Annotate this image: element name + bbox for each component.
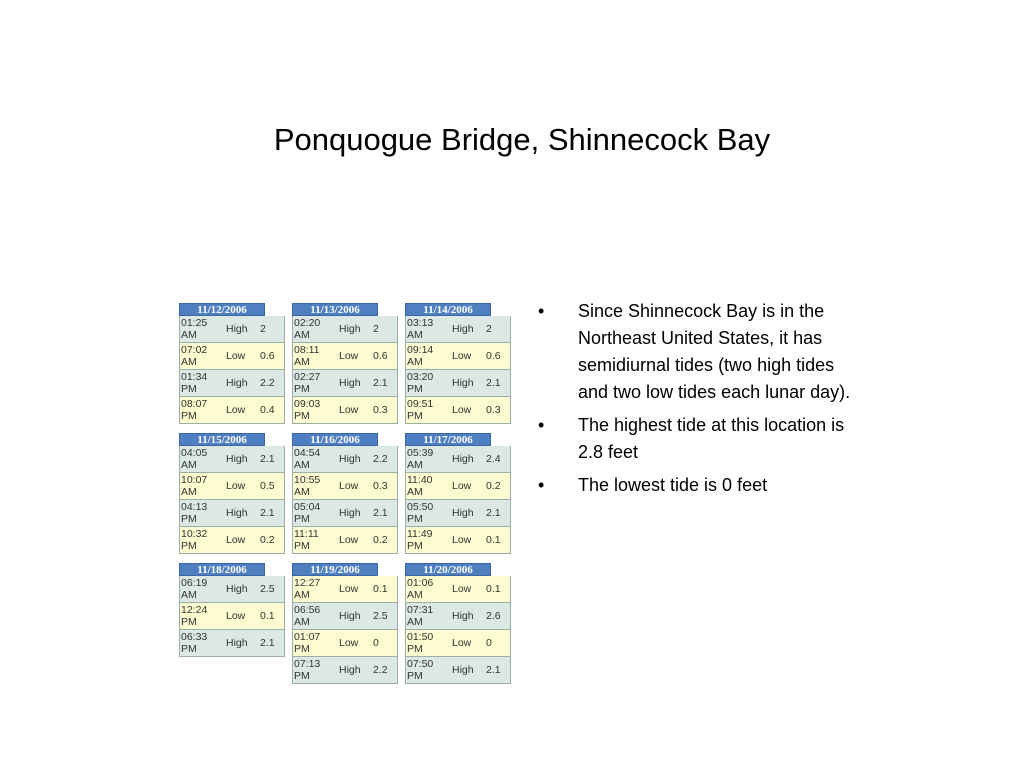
tide-kind: Low	[452, 583, 472, 595]
tide-day-card	[405, 303, 513, 424]
tide-row	[292, 343, 398, 370]
tide-kind: High	[452, 453, 474, 465]
tide-height: 2.5	[373, 610, 388, 622]
tide-time: 09:03 PM	[294, 398, 321, 422]
tide-time: 07:31 AM	[407, 604, 434, 628]
tide-row	[179, 446, 285, 473]
tide-day-date: 11/18/2006	[179, 563, 265, 576]
bullet-item	[538, 472, 868, 499]
tide-day-card	[292, 303, 400, 424]
tide-kind: Low	[339, 480, 359, 492]
tide-table-grid	[179, 303, 519, 693]
tide-row	[179, 576, 285, 603]
tide-time: 01:34 PM	[181, 371, 208, 395]
tide-row	[292, 370, 398, 397]
tide-row	[292, 446, 398, 473]
tide-row	[292, 657, 398, 684]
tide-row	[179, 397, 285, 424]
bullet-item	[538, 298, 868, 406]
tide-row	[292, 316, 398, 343]
tide-height: 2.2	[373, 664, 388, 676]
tide-kind: Low	[226, 610, 246, 622]
tide-kind: Low	[339, 534, 359, 546]
tide-time: 05:50 PM	[407, 501, 434, 525]
tide-time: 10:55 AM	[294, 474, 321, 498]
tide-time: 10:32 PM	[181, 528, 208, 552]
tide-kind: High	[452, 377, 474, 389]
tide-height: 0.2	[486, 480, 501, 492]
tide-height: 0.4	[260, 404, 275, 416]
tide-time: 06:19 AM	[181, 577, 208, 601]
tide-kind: High	[226, 377, 248, 389]
bullet-marker: •	[538, 415, 545, 435]
tide-time: 07:50 PM	[407, 658, 434, 682]
tide-row	[179, 603, 285, 630]
tide-time: 02:27 PM	[294, 371, 321, 395]
tide-kind: Low	[452, 350, 472, 362]
tide-height: 0.5	[260, 480, 275, 492]
tide-height: 2.6	[486, 610, 501, 622]
tide-day-date: 11/15/2006	[179, 433, 265, 446]
tide-kind: High	[339, 664, 361, 676]
tide-kind: High	[452, 507, 474, 519]
tide-height: 2.1	[486, 377, 501, 389]
tide-row	[292, 527, 398, 554]
tide-kind: High	[452, 323, 474, 335]
tide-day-card	[179, 563, 287, 657]
tide-row	[405, 630, 511, 657]
tide-height: 2.2	[373, 453, 388, 465]
tide-height: 0.6	[486, 350, 501, 362]
tide-height: 2.1	[260, 507, 275, 519]
tide-row	[179, 473, 285, 500]
tide-height: 0.6	[373, 350, 388, 362]
bullet-text: The lowest tide is 0 feet	[578, 475, 768, 495]
tide-row	[179, 500, 285, 527]
tide-height: 2.1	[373, 377, 388, 389]
tide-height: 0.2	[373, 534, 388, 546]
tide-height: 0.1	[486, 534, 501, 546]
tide-height: 0.1	[486, 583, 501, 595]
tide-time: 08:07 PM	[181, 398, 208, 422]
tide-kind: High	[226, 637, 248, 649]
tide-kind: Low	[339, 637, 359, 649]
tide-time: 07:13 PM	[294, 658, 321, 682]
tide-row	[405, 603, 511, 630]
tide-row	[292, 500, 398, 527]
tide-time: 03:13 AM	[407, 317, 434, 341]
tide-height: 0	[486, 637, 492, 649]
tide-height: 2.5	[260, 583, 275, 595]
tide-kind: High	[226, 323, 248, 335]
tide-kind: High	[226, 583, 248, 595]
tide-kind: Low	[452, 404, 472, 416]
tide-kind: Low	[226, 404, 246, 416]
tide-time: 04:54 AM	[294, 447, 321, 471]
tide-day-date: 11/17/2006	[405, 433, 491, 446]
tide-kind: High	[226, 507, 248, 519]
tide-row	[292, 473, 398, 500]
tide-row	[405, 527, 511, 554]
tide-row	[292, 630, 398, 657]
tide-time: 03:20 PM	[407, 371, 434, 395]
tide-row	[179, 343, 285, 370]
tide-row	[405, 576, 511, 603]
tide-height: 2.1	[373, 507, 388, 519]
bullet-marker: •	[538, 475, 545, 495]
tide-kind: Low	[452, 534, 472, 546]
tide-time: 07:02 AM	[181, 344, 208, 368]
tide-kind: Low	[226, 350, 246, 362]
tide-day-card	[405, 433, 513, 554]
tide-time: 09:51 PM	[407, 398, 434, 422]
tide-height: 0.3	[486, 404, 501, 416]
tide-height: 0	[373, 637, 379, 649]
tide-height: 2.2	[260, 377, 275, 389]
tide-kind: High	[339, 377, 361, 389]
tide-height: 2.1	[486, 664, 501, 676]
tide-row	[179, 370, 285, 397]
tide-height: 2.4	[486, 453, 501, 465]
tide-time: 12:27 AM	[294, 577, 321, 601]
tide-time: 02:20 AM	[294, 317, 321, 341]
tide-height: 0.3	[373, 404, 388, 416]
bullet-text: The highest tide at this location is 2.8 feet	[578, 415, 845, 462]
tide-row	[405, 316, 511, 343]
tide-day-card	[292, 563, 400, 684]
tide-time: 11:40 AM	[407, 474, 433, 498]
tide-time: 01:25 AM	[181, 317, 208, 341]
tide-row	[179, 630, 285, 657]
tide-height: 2.1	[260, 453, 275, 465]
tide-kind: Low	[339, 404, 359, 416]
tide-row	[405, 343, 511, 370]
tide-time: 06:56 AM	[294, 604, 321, 628]
tide-height: 2	[260, 323, 266, 335]
tide-kind: High	[339, 507, 361, 519]
bullet-marker: •	[538, 301, 545, 321]
tide-time: 01:50 PM	[407, 631, 434, 655]
tide-day-card	[179, 303, 287, 424]
tide-height: 2.1	[486, 507, 501, 519]
tide-kind: Low	[452, 480, 472, 492]
tide-time: 11:49 PM	[407, 528, 433, 552]
tide-time: 12:24 PM	[181, 604, 208, 628]
tide-height: 0.6	[260, 350, 275, 362]
bullet-list	[538, 298, 868, 505]
tide-day-card	[405, 563, 513, 684]
tide-row	[292, 397, 398, 424]
tide-kind: High	[452, 664, 474, 676]
tide-kind: Low	[339, 583, 359, 595]
tide-row	[405, 473, 511, 500]
tide-time: 11:11 PM	[294, 528, 319, 552]
tide-time: 06:33 PM	[181, 631, 208, 655]
bullet-text: Since Shinnecock Bay is in the Northeast United States, it has semidiurnal tides (two high tides and two low tides each lunar day).	[578, 301, 851, 402]
tide-day-date: 11/19/2006	[292, 563, 378, 576]
tide-height: 0.1	[260, 610, 275, 622]
tide-row	[405, 500, 511, 527]
tide-time: 08:11 AM	[294, 344, 320, 368]
tide-time: 05:39 AM	[407, 447, 434, 471]
tide-day-date: 11/14/2006	[405, 303, 491, 316]
tide-kind: High	[226, 453, 248, 465]
tide-day-card	[179, 433, 287, 554]
tide-kind: Low	[226, 534, 246, 546]
tide-row	[405, 657, 511, 684]
tide-height: 2	[486, 323, 492, 335]
tide-row	[179, 316, 285, 343]
tide-height: 0.3	[373, 480, 388, 492]
bullet-item	[538, 412, 868, 466]
tide-height: 0.2	[260, 534, 275, 546]
tide-day-date: 11/16/2006	[292, 433, 378, 446]
tide-kind: Low	[452, 637, 472, 649]
tide-row	[179, 527, 285, 554]
tide-time: 10:07 AM	[181, 474, 208, 498]
tide-time: 04:05 AM	[181, 447, 208, 471]
tide-row	[292, 576, 398, 603]
tide-time: 04:13 PM	[181, 501, 208, 525]
tide-kind: High	[339, 453, 361, 465]
tide-kind: High	[452, 610, 474, 622]
tide-row	[405, 370, 511, 397]
tide-row	[292, 603, 398, 630]
tide-time: 01:06 AM	[407, 577, 434, 601]
tide-time: 05:04 PM	[294, 501, 321, 525]
tide-height: 2	[373, 323, 379, 335]
tide-day-date: 11/12/2006	[179, 303, 265, 316]
tide-kind: High	[339, 610, 361, 622]
tide-time: 01:07 PM	[294, 631, 321, 655]
tide-height: 2.1	[260, 637, 275, 649]
slide-title: Ponquogue Bridge, Shinnecock Bay	[273, 122, 771, 157]
tide-kind: High	[339, 323, 361, 335]
tide-row	[405, 397, 511, 424]
tide-row	[405, 446, 511, 473]
tide-day-date: 11/13/2006	[292, 303, 378, 316]
tide-day-card	[292, 433, 400, 554]
tide-time: 09:14 AM	[407, 344, 434, 368]
tide-kind: Low	[339, 350, 359, 362]
tide-height: 0.1	[373, 583, 388, 595]
tide-day-date: 11/20/2006	[405, 563, 491, 576]
tide-kind: Low	[226, 480, 246, 492]
